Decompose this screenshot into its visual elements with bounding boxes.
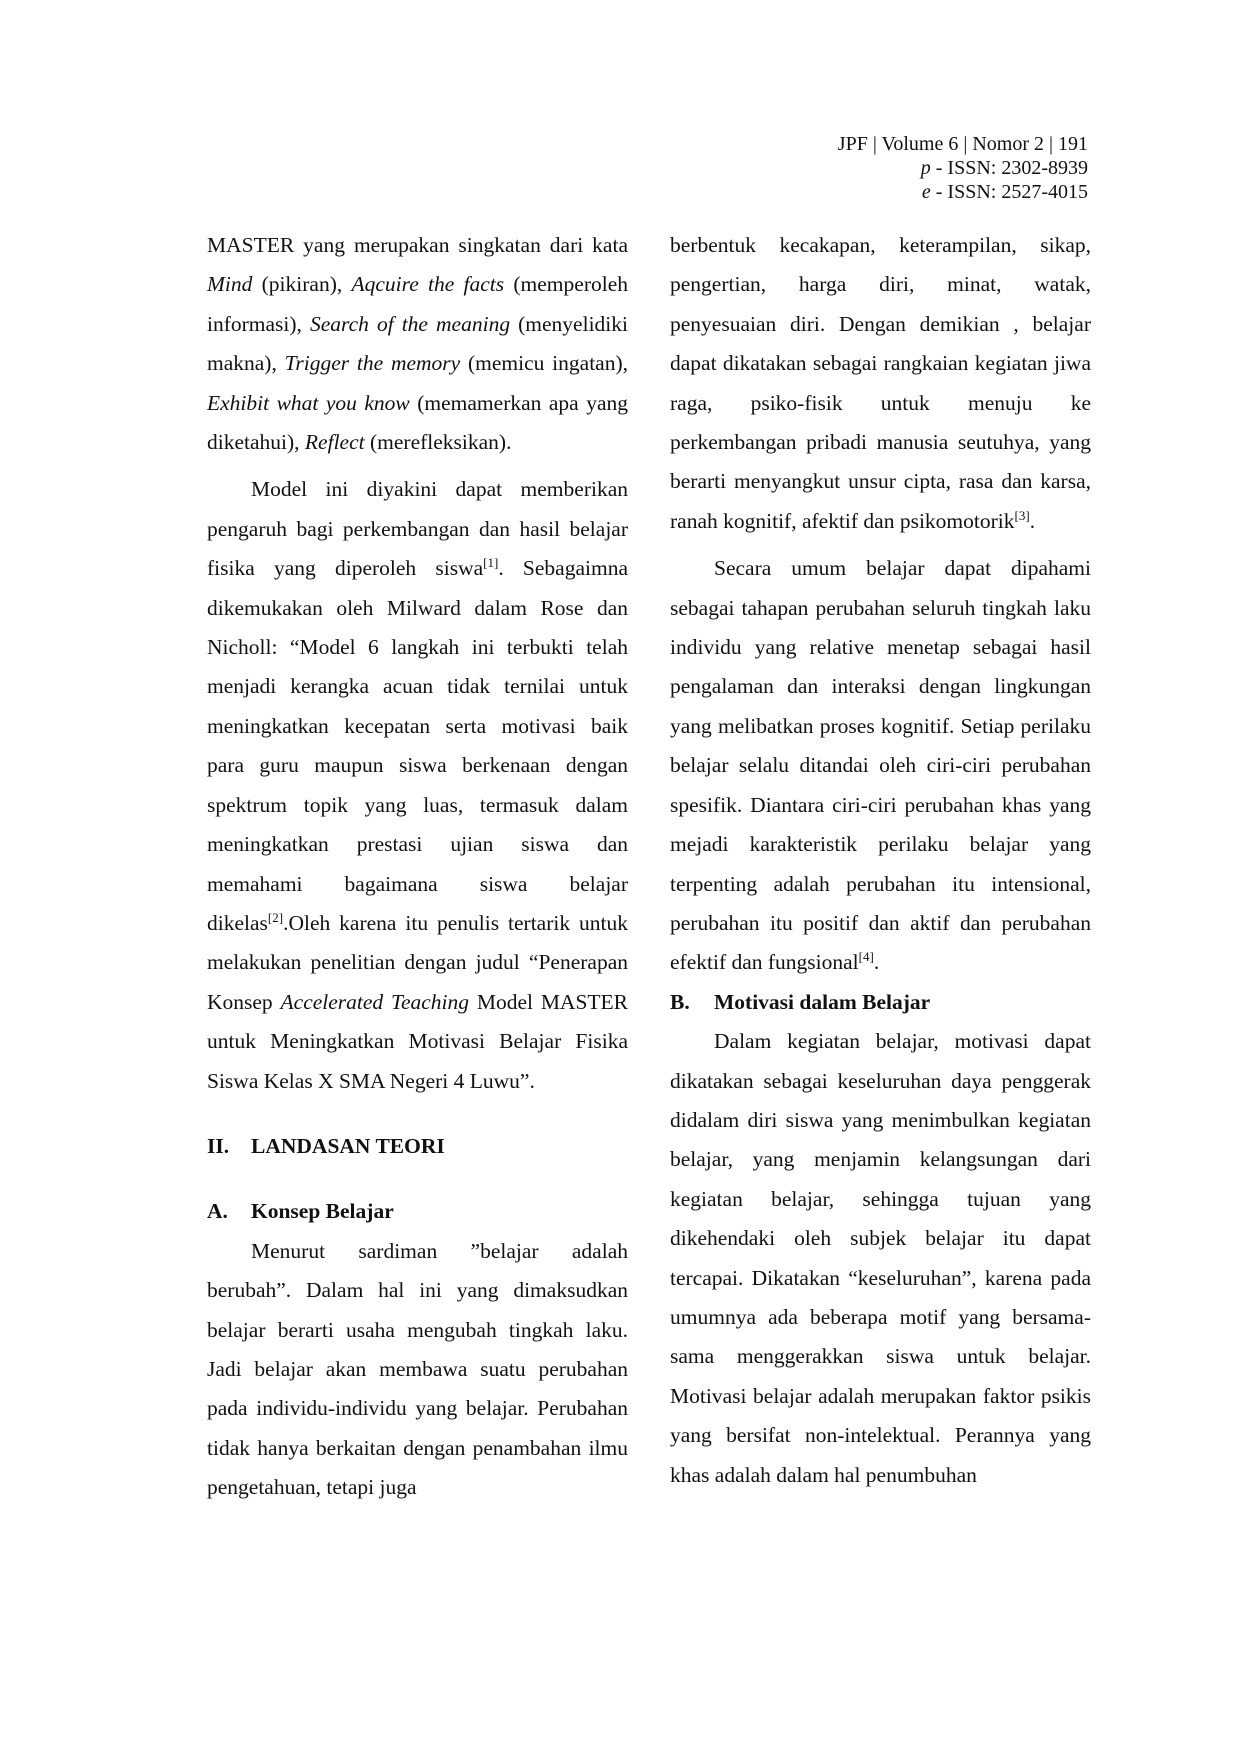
electronic-issn-value: - ISSN: 2527-4015	[930, 181, 1088, 203]
italic-term: Mind	[207, 272, 253, 297]
text-run: Secara umum belajar dapat dipahami sebagai tahapan perubahan seluruh tingkah laku individu yang relative menetap sebagai hasil pengalaman dan interaksi dengan lingkungan yang melibatkan proses kognitif. Setiap perilaku belajar selalu ditandai oleh ciri-ciri perubahan spesifik. Diantara ciri-ciri perubahan khas yang mejadi karakteristik perilaku belajar yang terpenting adalah perubahan itu intensional, perubahan itu positif dan aktif dan perubahan efektif dan fungsional	[670, 556, 1091, 975]
section-heading-landasan-teori	[207, 1127, 628, 1166]
text-run: (menyelidiki makna),	[207, 311, 628, 376]
citation-ref: [3]	[1014, 507, 1030, 523]
section-title: LANDASAN TEORI	[251, 1133, 445, 1158]
text-run: berbentuk kecakapan, keterampilan, sikap, pengertian, harga diri, minat, watak, penyesuaian diri. Dengan demikian , belajar dapat dikatakan sebagai rangkaian kegiatan jiwa raga, psiko-fisik untuk menuju ke perkembangan pribadi manusia seutuhya, yang berarti menyangkut unsur cipta, rasa dan karsa, ranah kognitif, afektif dan psikomotorik	[670, 233, 1091, 533]
running-header	[838, 132, 1088, 204]
paragraph-motivasi: Dalam kegiatan belajar, motivasi dapat dikatakan sebagai keseluruhan daya penggerak didalam diri siswa yang menimbulkan kegiatan belajar, yang menjamin kelangsungan dari kegiatan belajar, sehingga tujuan yang dikehendaki oleh subjek belajar itu dapat tercapai. Dikatakan “keseluruhan”, karena pada umumnya ada beberapa motif yang bersama-sama menggerakkan siswa untuk belajar. Motivasi belajar adalah merupakan faktor psikis yang bersifat non-intelektual. Perannya yang khas adalah dalam hal penumbuhan	[670, 1029, 1091, 1487]
text-run: (merefleksikan).	[364, 430, 512, 455]
electronic-issn-prefix: e	[921, 181, 931, 203]
text-run: (memicu ingatan),	[460, 351, 629, 376]
text-run: .Oleh karena itu penulis tertarik untuk melakukan penelitian dengan judul “Penerapan Konsep	[207, 910, 628, 1014]
print-issn-prefix: p	[920, 157, 931, 179]
paragraph-belajar-continued	[670, 226, 1091, 541]
subsection-title: Konsep Belajar	[251, 1199, 394, 1224]
text-run: .	[1029, 508, 1036, 533]
text-run: MASTER yang merupakan singkatan dari kata	[207, 233, 628, 257]
text-run: (memamerkan apa yang diketahui),	[207, 390, 628, 455]
citation-ref: [4]	[858, 949, 874, 965]
italic-term: Reflect	[304, 430, 365, 455]
text-run: .	[873, 950, 880, 975]
print-issn-line	[838, 156, 1088, 180]
italic-term: Accelerated Teaching	[280, 989, 470, 1014]
subsection-heading-konsep-belajar	[207, 1192, 628, 1231]
text-run: Model ini diyakini dapat memberikan pengaruh bagi perkembangan dan hasil belajar fisika yang diperoleh siswa	[207, 477, 628, 581]
right-column	[670, 226, 1091, 1495]
subsection-number: B.	[670, 989, 690, 1014]
citation-ref: [2]	[267, 909, 284, 925]
electronic-issn-line	[838, 180, 1088, 204]
paragraph-konsep-belajar: Menurut sardiman ”belajar adalah berubah”. Dalam hal ini yang dimaksudkan belajar berarti usaha mengubah tingkah laku. Jadi belajar akan membawa suatu perubahan pada individu-individu yang belajar. Perubahan tidak hanya berkaitan dengan penambahan ilmu pengetahuan, tetapi juga	[207, 1238, 628, 1500]
left-column	[207, 226, 628, 1508]
subsection-heading-motivasi	[670, 983, 1091, 1022]
subsection-number: A.	[207, 1199, 228, 1224]
paragraph-master-acronym	[207, 226, 628, 462]
journal-volume-line: JPF | Volume 6 | Nomor 2 | 191	[837, 133, 1088, 155]
text-run: (pikiran),	[252, 272, 352, 297]
citation-ref: [1]	[483, 555, 499, 571]
paragraph-model-influence	[207, 470, 628, 1101]
text-run: (memperoleh informasi),	[207, 272, 628, 336]
subsection-title: Motivasi dalam Belajar	[714, 989, 931, 1014]
text-run: Model MASTER untuk Meningkatkan Motivasi Belajar Fisika Siswa Kelas X SMA Negeri 4 Luwu”.	[207, 989, 629, 1093]
section-number: II.	[207, 1133, 230, 1158]
italic-term: Search of the meaning	[309, 311, 511, 336]
text-run: . Sebagaimna dikemukakan oleh Milward dalam Rose dan Nicholl: “Model 6 langkah ini terbukti telah menjadi kerangka acuan tidak ternilai untuk meningkatkan kecepatan serta motivasi baik para guru maupun siswa berkenaan dengan spektrum topik yang luas, termasuk dalam meningkatkan prestasi ujian siswa dan memahami bagaimana siswa belajar dikelas	[207, 556, 629, 935]
print-issn-value: - ISSN: 2302-8939	[930, 157, 1088, 179]
italic-term: Trigger the memory	[284, 351, 461, 376]
italic-term: Aqcuire the facts	[351, 272, 505, 297]
paragraph-secara-umum	[670, 549, 1091, 982]
italic-term: Exhibit what you know	[207, 390, 410, 415]
